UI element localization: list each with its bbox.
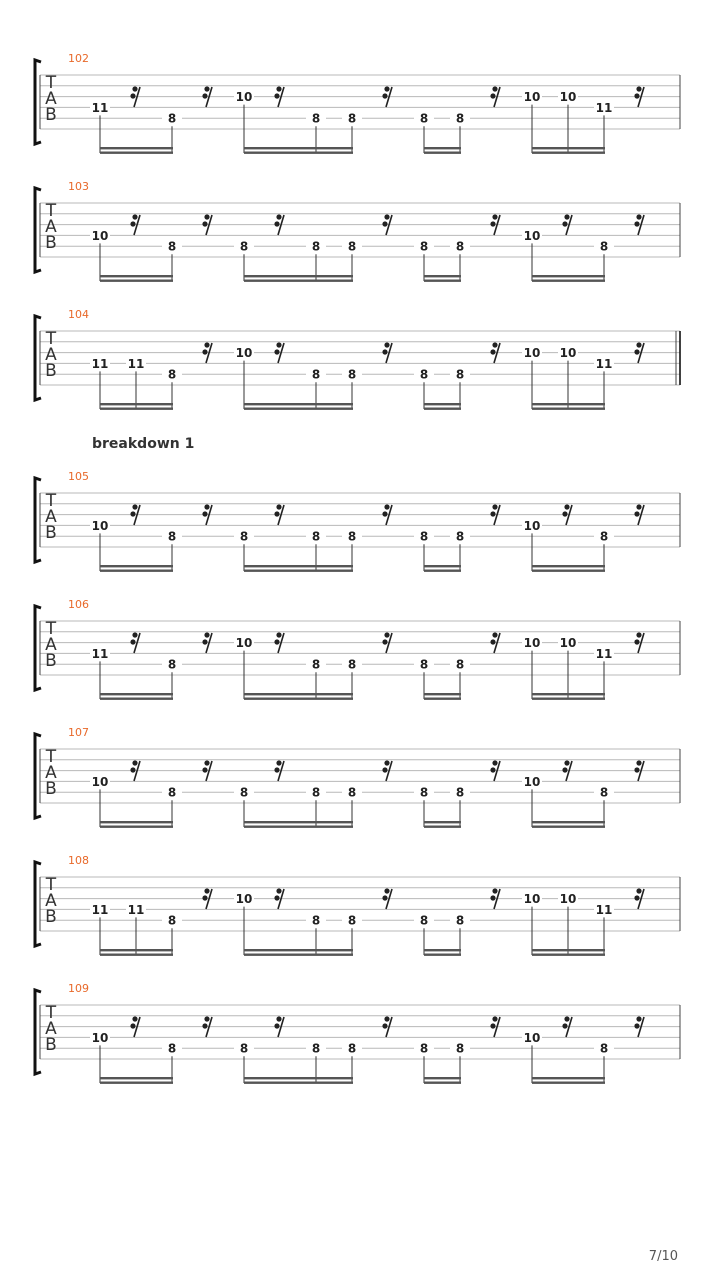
- fret-number: 8: [599, 1041, 609, 1056]
- fret-number: 8: [347, 1041, 357, 1056]
- fret-number: 11: [91, 356, 109, 371]
- rest-flag-dot: [274, 349, 279, 354]
- rest-flag-dot: [274, 511, 279, 516]
- rest-flag-dot: [382, 1023, 387, 1028]
- rest-flag-dot: [132, 214, 137, 219]
- rest-flag-dot: [634, 349, 639, 354]
- tab-clef-letter: B: [45, 105, 57, 125]
- fret-number: 8: [347, 657, 357, 672]
- rest-flag-dot: [634, 93, 639, 98]
- fret-number: 10: [235, 892, 253, 907]
- rest-flag-dot: [490, 1023, 495, 1028]
- beam: [532, 821, 605, 823]
- rest-flag-dot: [276, 214, 281, 219]
- beam: [532, 1077, 605, 1079]
- rest-flag-dot: [492, 504, 497, 509]
- fret-number: 8: [419, 1041, 429, 1056]
- fret-number: 8: [455, 913, 465, 928]
- rest-flag-dot: [564, 1016, 569, 1021]
- beam: [424, 698, 461, 700]
- rest-flag-dot: [130, 767, 135, 772]
- rest-flag-dot: [384, 342, 389, 347]
- tab-system-109: [35, 982, 680, 1084]
- beam: [100, 403, 173, 405]
- beam: [532, 403, 605, 405]
- rest-flag-dot: [274, 767, 279, 772]
- tab-system-105: [35, 470, 680, 572]
- fret-number: 8: [167, 529, 177, 544]
- fret-number: 8: [239, 1041, 249, 1056]
- measure-number: 106: [68, 598, 89, 611]
- rest-flag-dot: [202, 511, 207, 516]
- rest-flag-dot: [132, 632, 137, 637]
- beam: [244, 954, 353, 956]
- rest-flag-dot: [562, 511, 567, 516]
- fret-number: 8: [311, 111, 321, 126]
- rest-flag-dot: [634, 1023, 639, 1028]
- rest-flag-dot: [132, 760, 137, 765]
- beam: [532, 280, 605, 282]
- beam: [244, 565, 353, 567]
- rest-flag-dot: [202, 221, 207, 226]
- fret-number: 10: [91, 774, 109, 789]
- rest-flag-dot: [636, 760, 641, 765]
- beam: [244, 1077, 353, 1079]
- beam: [424, 275, 461, 277]
- beam: [244, 826, 353, 828]
- measure-number: 102: [68, 52, 89, 65]
- rest-flag-dot: [384, 214, 389, 219]
- fret-number: 8: [347, 913, 357, 928]
- fret-number: 8: [311, 529, 321, 544]
- fret-number: 11: [595, 902, 613, 917]
- beam: [532, 1082, 605, 1084]
- rest-flag-dot: [276, 760, 281, 765]
- fret-number: 10: [91, 518, 109, 533]
- section-label: breakdown 1: [92, 436, 195, 452]
- rest-flag-dot: [490, 639, 495, 644]
- tab-clef-letter: A: [45, 507, 57, 527]
- beam: [244, 570, 353, 572]
- tab-clef-letter: T: [45, 619, 57, 639]
- fret-number: 10: [91, 228, 109, 243]
- beam: [100, 949, 173, 951]
- beam: [532, 698, 605, 700]
- fret-number: 8: [167, 239, 177, 254]
- rest-flag-dot: [492, 1016, 497, 1021]
- rest-flag-dot: [490, 511, 495, 516]
- rest-flag-dot: [274, 1023, 279, 1028]
- fret-number: 8: [347, 111, 357, 126]
- fret-number: 11: [595, 100, 613, 115]
- rest-flag-dot: [492, 342, 497, 347]
- rest-flag-dot: [132, 1016, 137, 1021]
- fret-number: 8: [167, 111, 177, 126]
- fret-number: 10: [235, 346, 253, 361]
- beam: [244, 403, 353, 405]
- rest-flag-dot: [130, 221, 135, 226]
- fret-number: 8: [419, 529, 429, 544]
- beam: [424, 954, 461, 956]
- beam: [244, 280, 353, 282]
- fret-number: 10: [523, 774, 541, 789]
- rest-flag-dot: [492, 632, 497, 637]
- rest-flag-dot: [382, 895, 387, 900]
- page-number: 7/10: [648, 1249, 678, 1264]
- beam: [100, 280, 173, 282]
- fret-number: 10: [559, 90, 577, 105]
- beam: [532, 826, 605, 828]
- beam: [424, 949, 461, 951]
- rest-flag-dot: [490, 895, 495, 900]
- rest-flag-dot: [382, 93, 387, 98]
- tab-clef-letter: B: [45, 1035, 57, 1055]
- fret-number: 8: [599, 529, 609, 544]
- tab-clef-letter: B: [45, 907, 57, 927]
- beam: [424, 826, 461, 828]
- beam: [244, 408, 353, 410]
- fret-number: 8: [455, 785, 465, 800]
- fret-number: 11: [595, 356, 613, 371]
- rest-flag-dot: [636, 888, 641, 893]
- beam: [424, 570, 461, 572]
- rest-flag-dot: [634, 895, 639, 900]
- beam: [244, 147, 353, 149]
- rest-flag-dot: [130, 511, 135, 516]
- rest-flag-dot: [382, 221, 387, 226]
- rest-flag-dot: [634, 221, 639, 226]
- rest-flag-dot: [562, 767, 567, 772]
- fret-number: 8: [347, 239, 357, 254]
- rest-flag-dot: [490, 93, 495, 98]
- rest-flag-dot: [204, 888, 209, 893]
- fret-number: 8: [455, 111, 465, 126]
- rest-flag-dot: [274, 895, 279, 900]
- beam: [100, 570, 173, 572]
- rest-flag-dot: [202, 93, 207, 98]
- rest-flag-dot: [634, 767, 639, 772]
- rest-flag-dot: [202, 895, 207, 900]
- tab-clef-letter: T: [45, 747, 57, 767]
- tab-clef-letter: A: [45, 1019, 57, 1039]
- fret-number: 11: [127, 902, 145, 917]
- beam: [424, 408, 461, 410]
- fret-number: 10: [523, 346, 541, 361]
- rest-flag-dot: [130, 639, 135, 644]
- fret-number: 8: [167, 1041, 177, 1056]
- fret-number: 10: [235, 90, 253, 105]
- beam: [424, 147, 461, 149]
- rest-flag-dot: [276, 86, 281, 91]
- tab-clef-letter: A: [45, 891, 57, 911]
- fret-number: 8: [347, 529, 357, 544]
- rest-flag-dot: [274, 221, 279, 226]
- beam: [532, 565, 605, 567]
- rest-flag-dot: [204, 760, 209, 765]
- fret-number: 8: [455, 529, 465, 544]
- beam: [424, 280, 461, 282]
- beam: [424, 152, 461, 154]
- rest-flag-dot: [564, 214, 569, 219]
- beam: [424, 565, 461, 567]
- beam: [244, 1082, 353, 1084]
- rest-flag-dot: [564, 760, 569, 765]
- measure-number: 105: [68, 470, 89, 483]
- rest-flag-dot: [382, 511, 387, 516]
- rest-flag-dot: [382, 639, 387, 644]
- fret-number: 8: [167, 785, 177, 800]
- beam: [100, 826, 173, 828]
- rest-flag-dot: [202, 639, 207, 644]
- rest-flag-dot: [634, 511, 639, 516]
- fret-number: 8: [347, 785, 357, 800]
- rest-flag-dot: [204, 632, 209, 637]
- rest-flag-dot: [276, 504, 281, 509]
- tab-clef-letter: T: [45, 1003, 57, 1023]
- fret-number: 8: [455, 1041, 465, 1056]
- beam: [100, 1077, 173, 1079]
- fret-number: 11: [91, 902, 109, 917]
- tab-system-102: [35, 52, 680, 154]
- fret-number: 8: [311, 367, 321, 382]
- tab-system-108: [35, 854, 680, 956]
- rest-flag-dot: [384, 504, 389, 509]
- rest-flag-dot: [384, 632, 389, 637]
- rest-flag-dot: [562, 221, 567, 226]
- fret-number: 10: [559, 346, 577, 361]
- rest-flag-dot: [490, 349, 495, 354]
- rest-flag-dot: [492, 760, 497, 765]
- fret-number: 8: [311, 1041, 321, 1056]
- rest-flag-dot: [204, 1016, 209, 1021]
- fret-number: 8: [455, 367, 465, 382]
- measure-number: 108: [68, 854, 89, 867]
- rest-flag-dot: [492, 214, 497, 219]
- tab-clef-letter: A: [45, 345, 57, 365]
- beam: [100, 698, 173, 700]
- beam: [532, 408, 605, 410]
- fret-number: 8: [419, 785, 429, 800]
- rest-flag-dot: [636, 632, 641, 637]
- fret-number: 8: [239, 785, 249, 800]
- fret-number: 10: [523, 228, 541, 243]
- rest-flag-dot: [132, 86, 137, 91]
- beam: [100, 152, 173, 154]
- tab-clef-letter: B: [45, 779, 57, 799]
- tab-clef-letter: A: [45, 763, 57, 783]
- fret-number: 10: [91, 1030, 109, 1045]
- rest-flag-dot: [202, 767, 207, 772]
- tab-clef-letter: A: [45, 635, 57, 655]
- fret-number: 10: [235, 636, 253, 651]
- fret-number: 11: [595, 646, 613, 661]
- beam: [100, 147, 173, 149]
- rest-flag-dot: [564, 504, 569, 509]
- fret-number: 11: [127, 356, 145, 371]
- rest-flag-dot: [276, 888, 281, 893]
- tab-clef-letter: B: [45, 523, 57, 543]
- tab-clef-letter: B: [45, 361, 57, 381]
- beam: [424, 1082, 461, 1084]
- measure-number: 104: [68, 308, 89, 321]
- beam: [100, 565, 173, 567]
- beam: [424, 821, 461, 823]
- rest-flag-dot: [562, 1023, 567, 1028]
- rest-flag-dot: [636, 342, 641, 347]
- fret-number: 8: [455, 657, 465, 672]
- beam: [532, 275, 605, 277]
- rest-flag-dot: [492, 86, 497, 91]
- tab-clef-letter: B: [45, 233, 57, 253]
- fret-number: 10: [559, 636, 577, 651]
- fret-number: 8: [239, 239, 249, 254]
- fret-number: 8: [311, 239, 321, 254]
- fret-number: 10: [559, 892, 577, 907]
- tab-clef-letter: T: [45, 73, 57, 93]
- fret-number: 8: [419, 111, 429, 126]
- rest-flag-dot: [204, 214, 209, 219]
- beam: [244, 275, 353, 277]
- measure-number: 109: [68, 982, 89, 995]
- beam: [244, 693, 353, 695]
- beam: [100, 821, 173, 823]
- rest-flag-dot: [204, 342, 209, 347]
- fret-number: 10: [523, 1030, 541, 1045]
- rest-flag-dot: [492, 888, 497, 893]
- fret-number: 11: [91, 646, 109, 661]
- rest-flag-dot: [274, 639, 279, 644]
- rest-flag-dot: [132, 504, 137, 509]
- rest-flag-dot: [636, 504, 641, 509]
- rest-flag-dot: [276, 632, 281, 637]
- fret-number: 10: [523, 518, 541, 533]
- rest-flag-dot: [384, 1016, 389, 1021]
- fret-number: 10: [523, 90, 541, 105]
- beam: [244, 698, 353, 700]
- tab-clef-letter: T: [45, 875, 57, 895]
- measure-number: 103: [68, 180, 89, 193]
- fret-number: 8: [419, 913, 429, 928]
- beam: [532, 693, 605, 695]
- rest-flag-dot: [274, 93, 279, 98]
- rest-flag-dot: [276, 342, 281, 347]
- rest-flag-dot: [384, 86, 389, 91]
- beam: [424, 693, 461, 695]
- fret-number: 8: [311, 913, 321, 928]
- tab-system-107: [35, 726, 680, 828]
- tab-clef-letter: T: [45, 491, 57, 511]
- beam: [244, 821, 353, 823]
- fret-number: 8: [239, 529, 249, 544]
- tab-system-106: [35, 598, 680, 700]
- rest-flag-dot: [490, 767, 495, 772]
- rest-flag-dot: [634, 639, 639, 644]
- rest-flag-dot: [130, 93, 135, 98]
- beam: [100, 693, 173, 695]
- beam: [532, 954, 605, 956]
- fret-number: 8: [419, 367, 429, 382]
- fret-number: 8: [167, 657, 177, 672]
- rest-flag-dot: [384, 760, 389, 765]
- rest-flag-dot: [636, 214, 641, 219]
- fret-number: 8: [311, 785, 321, 800]
- tab-clef-letter: A: [45, 89, 57, 109]
- beam: [100, 954, 173, 956]
- beam: [424, 1077, 461, 1079]
- fret-number: 8: [419, 239, 429, 254]
- measure-number: 107: [68, 726, 89, 739]
- fret-number: 11: [91, 100, 109, 115]
- fret-number: 8: [347, 367, 357, 382]
- rest-flag-dot: [204, 86, 209, 91]
- tab-system-103: [35, 180, 680, 282]
- fret-number: 8: [167, 367, 177, 382]
- tab-clef-letter: T: [45, 201, 57, 221]
- beam: [532, 147, 605, 149]
- fret-number: 8: [599, 785, 609, 800]
- tab-system-104: [35, 308, 680, 410]
- beam: [100, 1082, 173, 1084]
- beam: [532, 152, 605, 154]
- rest-flag-dot: [130, 1023, 135, 1028]
- fret-number: 10: [523, 636, 541, 651]
- fret-number: 8: [455, 239, 465, 254]
- rest-flag-dot: [202, 1023, 207, 1028]
- beam: [532, 949, 605, 951]
- rest-flag-dot: [384, 888, 389, 893]
- fret-number: 8: [419, 657, 429, 672]
- rest-flag-dot: [382, 349, 387, 354]
- tab-clef-letter: B: [45, 651, 57, 671]
- fret-number: 8: [599, 239, 609, 254]
- beam: [100, 408, 173, 410]
- rest-flag-dot: [382, 767, 387, 772]
- beam: [100, 275, 173, 277]
- fret-number: 10: [523, 892, 541, 907]
- rest-flag-dot: [490, 221, 495, 226]
- rest-flag-dot: [636, 1016, 641, 1021]
- rest-flag-dot: [636, 86, 641, 91]
- beam: [532, 570, 605, 572]
- beam: [424, 403, 461, 405]
- fret-number: 8: [167, 913, 177, 928]
- rest-flag-dot: [276, 1016, 281, 1021]
- beam: [244, 152, 353, 154]
- tab-clef-letter: T: [45, 329, 57, 349]
- tab-clef-letter: A: [45, 217, 57, 237]
- rest-flag-dot: [204, 504, 209, 509]
- fret-number: 8: [311, 657, 321, 672]
- beam: [244, 949, 353, 951]
- rest-flag-dot: [202, 349, 207, 354]
